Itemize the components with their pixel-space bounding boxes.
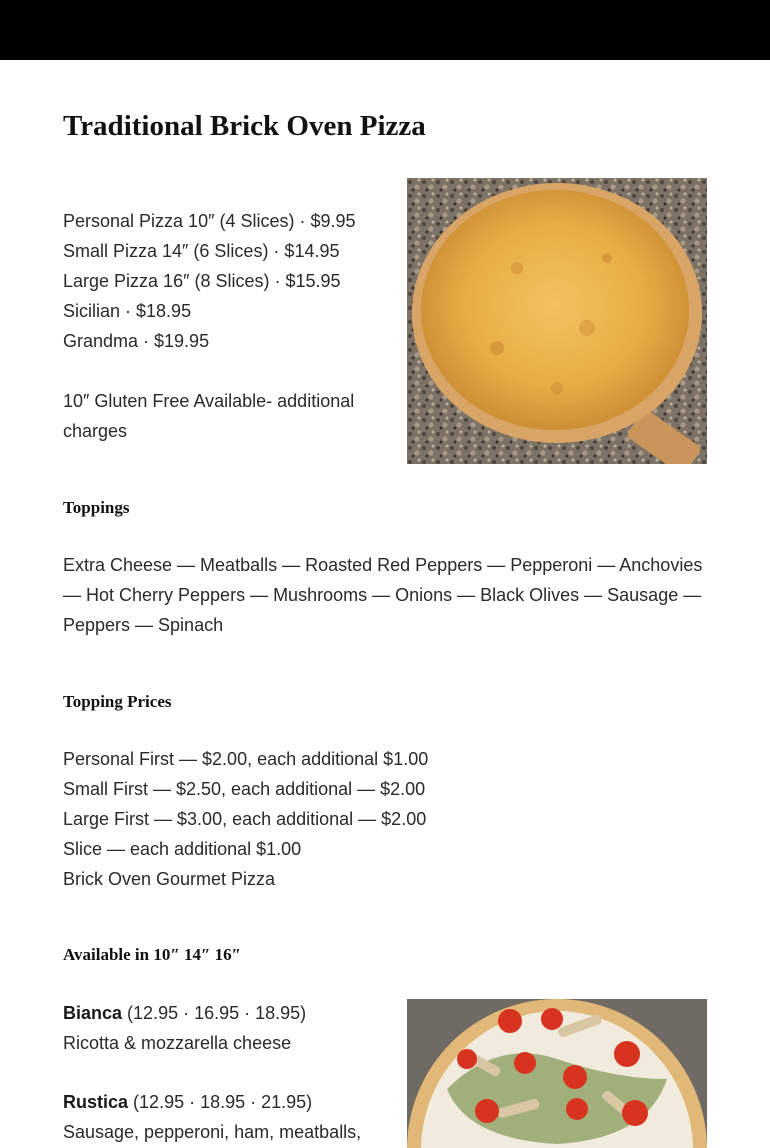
menu-item-rustica	[63, 1087, 383, 1147]
menu-item-description: Ricotta & mozzarella cheese	[63, 1033, 292, 1053]
topping-prices-list	[63, 744, 463, 894]
page-title: Traditional Brick Oven Pizza	[63, 110, 426, 142]
price-item: Brick Oven Gourmet Pizza	[63, 869, 276, 889]
price-item: Personal First — $2.00, each additional $1.00	[63, 749, 429, 769]
price-item: Slice — each additional $1.00	[63, 839, 302, 859]
top-navigation-bar	[0, 0, 770, 60]
available-sizes-heading: Available in 10″ 14″ 16″	[63, 945, 242, 964]
toppings-heading: Toppings	[63, 498, 130, 517]
menu-item-description: Sausage, pepperoni, ham, meatballs,	[63, 1122, 362, 1142]
cheese-pizza-photo	[407, 178, 707, 464]
menu-item-bianca	[63, 998, 383, 1058]
size-item: Small Pizza 14″ (6 Slices) · $14.95	[63, 241, 340, 261]
topping-prices-heading: Topping Prices	[63, 692, 172, 711]
size-item: Large Pizza 16″ (8 Slices) · $15.95	[63, 271, 341, 291]
menu-item-name: Bianca	[63, 1003, 123, 1023]
size-item: Grandma · $19.95	[63, 331, 210, 351]
menu-item-name: Rustica	[63, 1092, 129, 1112]
menu-item-prices: (12.95 · 18.95 · 21.95)	[133, 1092, 313, 1112]
price-item: Large First — $3.00, each additional — $2.00	[63, 809, 427, 829]
pizza-size-list	[63, 206, 383, 356]
chicken-pesto-pizza-photo	[407, 999, 707, 1148]
size-item: Sicilian · $18.95	[63, 301, 192, 321]
gluten-free-note: 10″ Gluten Free Available- additional charges	[63, 391, 355, 441]
size-item: Personal Pizza 10″ (4 Slices) · $9.95	[63, 211, 356, 231]
menu-item-prices: (12.95 · 16.95 · 18.95)	[127, 1003, 307, 1023]
price-item: Small First — $2.50, each additional — $2.00	[63, 779, 426, 799]
toppings-list: Extra Cheese — Meatballs — Roasted Red Peppers — Pepperoni — Anchovies — Hot Cherry Peppers — Mushrooms — Onions — Black Olives — Sausage — Peppers — Spinach	[63, 555, 703, 635]
